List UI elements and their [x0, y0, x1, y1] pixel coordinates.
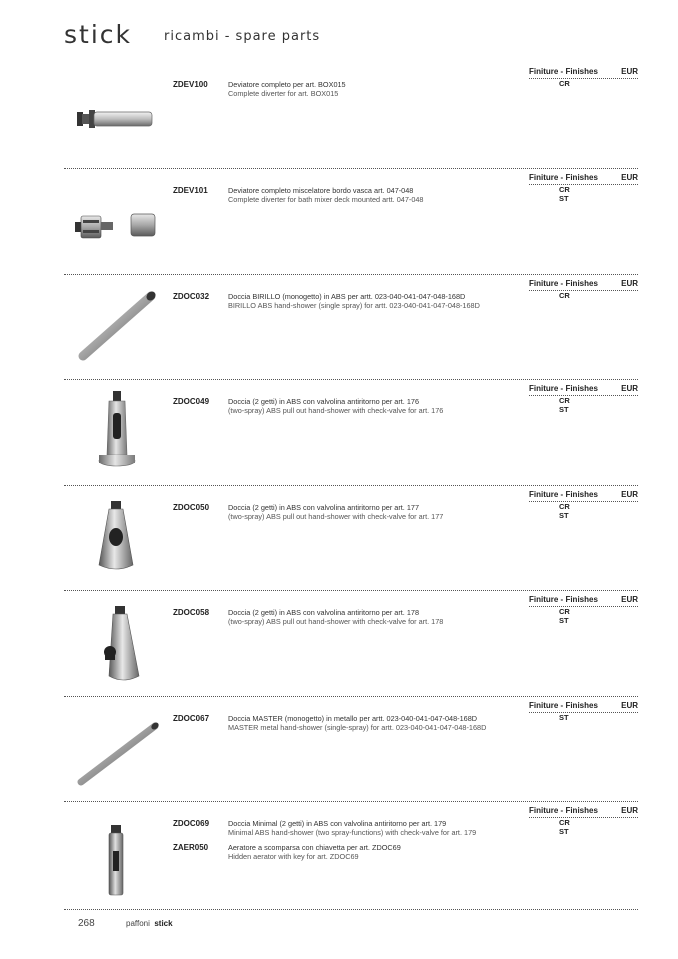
- finish-codes: CR ST: [559, 185, 570, 203]
- article-description: Doccia (2 getti) in ABS con valvolina antiritorno per art. 178 (two-spray) ABS pull out hand-shower with check-valve for art. 178: [228, 608, 444, 626]
- pull-out-shower-conical-image: [69, 495, 159, 583]
- product-row: ZDOC069 Doccia Minimal (2 getti) in ABS con valvolina antiritorno per art. 179 Minimal ABS hand-shower (two spray-functions) with check-valve for art. 179 ZAER050 Aeratore a scomparsa con chiavetta per art. ZDOC69 Hidden aerator with key for art. ZDOC69 Finiture - Finishes EUR CR ST: [64, 801, 638, 906]
- finish-codes: CR ST: [559, 607, 570, 625]
- product-row: ZDEV100 Deviatore completo per art. BOX015 Complete diverter for art. BOX015 Finiture - Finishes EUR CR: [64, 62, 638, 167]
- article-description: Deviatore completo per art. BOX015 Complete diverter for art. BOX015: [228, 80, 346, 98]
- row-divider: [64, 801, 638, 802]
- article-code: ZAER050: [173, 843, 209, 852]
- product-row: ZDOC049 Doccia (2 getti) in ABS con valvolina antiritorno per art. 176 (two-spray) ABS pull out hand-shower with check-valve for art. 176 Finiture - Finishes EUR CR ST: [64, 379, 638, 484]
- product-row: ZDOC067 Doccia MASTER (monogetto) in metallo per artt. 023-040-041-047-048-168D MASTER metal hand-shower (single-spray) for artt. 023-040-041-047-048-168D Finiture - Finishes EUR ST: [64, 696, 638, 801]
- article-description: Doccia (2 getti) in ABS con valvolina antiritorno per art. 176 (two-spray) ABS pull out hand-shower with check-valve for art. 176: [228, 397, 444, 415]
- pull-out-shower-image: [69, 389, 159, 477]
- footer-divider: [64, 909, 638, 910]
- row-divider: [64, 696, 638, 697]
- minimal-shower-image: [69, 811, 159, 899]
- hand-shower-stick-image: [69, 284, 159, 372]
- finish-codes: CR: [559, 291, 570, 300]
- article-code: ZDOC069: [173, 819, 210, 828]
- row-divider: [64, 168, 638, 169]
- footer-brand: paffoni stick: [126, 919, 173, 928]
- article-code: ZDOC050: [173, 503, 210, 512]
- article-description: Aeratore a scomparsa con chiavetta per art. ZDOC69 Hidden aerator with key for art. ZDOC69: [228, 843, 401, 861]
- article-code: ZDOC049: [173, 397, 210, 406]
- pull-out-shower-button-image: [69, 600, 159, 688]
- hand-shower-metal-stick-image: [69, 706, 159, 794]
- finish-codes: CR ST: [559, 502, 570, 520]
- article-description: Deviatore completo miscelatore bordo vasca art. 047-048 Complete diverter for bath mixer deck mounted artt. 047-048: [228, 186, 424, 204]
- page-number: 268: [78, 918, 95, 929]
- row-divider: [64, 590, 638, 591]
- product-row: ZDOC050 Doccia (2 getti) in ABS con valvolina antiritorno per art. 177 (two-spray) ABS pull out hand-shower with check-valve for art. 177 Finiture - Finishes EUR CR ST: [64, 485, 638, 590]
- row-divider: [64, 379, 638, 380]
- article-description: Doccia BIRILLO (monogetto) in ABS per artt. 023-040-041-047-048-168D BIRILLO ABS hand-shower (single spray) for artt. 023-040-041-047-048-168D: [228, 292, 480, 310]
- article-code: ZDOC032: [173, 292, 210, 301]
- row-divider: [64, 274, 638, 275]
- product-row: ZDOC058 Doccia (2 getti) in ABS con valvolina antiritorno per art. 178 (two-spray) ABS pull out hand-shower with check-valve for art. 178 Finiture - Finishes EUR CR ST: [64, 590, 638, 695]
- article-description: Doccia MASTER (monogetto) in metallo per artt. 023-040-041-047-048-168D MASTER metal hand-shower (single-spray) for artt. 023-040-041-047-048-168D: [228, 714, 487, 732]
- product-row: ZDEV101 Deviatore completo miscelatore bordo vasca art. 047-048 Complete diverter for bath mixer deck mounted artt. 047-048 Finiture - Finishes EUR CR ST: [64, 168, 638, 273]
- article-code: ZDOC058: [173, 608, 210, 617]
- finish-codes: ST: [559, 713, 569, 722]
- finish-codes: CR: [559, 79, 570, 88]
- row-divider: [64, 485, 638, 486]
- article-description: Doccia (2 getti) in ABS con valvolina antiritorno per art. 177 (two-spray) ABS pull out hand-shower with check-valve for art. 177: [228, 503, 444, 521]
- product-row: ZDOC032 Doccia BIRILLO (monogetto) in ABS per artt. 023-040-041-047-048-168D BIRILLO ABS hand-shower (single spray) for artt. 023-040-041-047-048-168D Finiture - Finishes EUR CR: [64, 274, 638, 379]
- article-code: ZDEV100: [173, 80, 208, 89]
- article-description: Doccia Minimal (2 getti) in ABS con valvolina antiritorno per art. 179 Minimal ABS hand-shower (two spray-functions) with check-valve for art. 179: [228, 819, 477, 837]
- page-subtitle: ricambi - spare parts: [164, 29, 321, 44]
- article-code: ZDOC067: [173, 714, 210, 723]
- collection-title: stick: [64, 20, 132, 49]
- diverter-cartridge-part-image: [69, 178, 159, 266]
- finish-codes: CR ST: [559, 396, 570, 414]
- finish-codes: CR ST: [559, 818, 570, 836]
- article-code: ZDEV101: [173, 186, 208, 195]
- diverter-part-image: [69, 72, 159, 160]
